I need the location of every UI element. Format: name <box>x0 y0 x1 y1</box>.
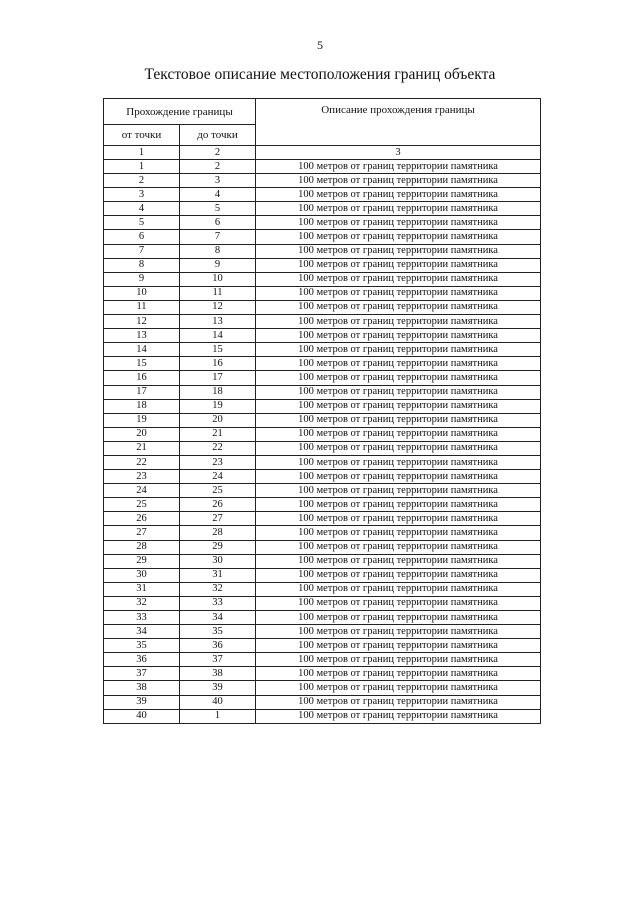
to-point-cell: 13 <box>180 315 256 329</box>
description-cell: 100 метров от границ территории памятника <box>256 427 541 441</box>
table-row <box>104 174 541 188</box>
description-cell: 100 метров от границ территории памятника <box>256 343 541 357</box>
description-cell: 100 метров от границ территории памятника <box>256 329 541 343</box>
from-point-cell: 27 <box>104 526 180 540</box>
description-cell: 100 метров от границ территории памятника <box>256 498 541 512</box>
table-row <box>104 596 541 610</box>
to-point-cell: 1 <box>180 709 256 723</box>
to-point-cell: 35 <box>180 625 256 639</box>
from-point-cell: 3 <box>104 188 180 202</box>
to-point-cell: 39 <box>180 681 256 695</box>
from-point-cell: 16 <box>104 371 180 385</box>
to-point-cell: 27 <box>180 512 256 526</box>
from-point-cell: 1 <box>104 160 180 174</box>
to-point-cell: 4 <box>180 188 256 202</box>
header-to-point: до точки <box>180 125 256 146</box>
from-point-cell: 13 <box>104 329 180 343</box>
description-cell: 100 метров от границ территории памятника <box>256 244 541 258</box>
to-point-cell: 12 <box>180 300 256 314</box>
to-point-cell: 22 <box>180 441 256 455</box>
description-cell: 100 метров от границ территории памятника <box>256 300 541 314</box>
description-cell: 100 метров от границ территории памятника <box>256 385 541 399</box>
description-cell: 100 метров от границ территории памятника <box>256 258 541 272</box>
table-row <box>104 188 541 202</box>
description-cell: 100 метров от границ территории памятника <box>256 540 541 554</box>
to-point-cell: 29 <box>180 540 256 554</box>
table-row <box>104 667 541 681</box>
to-point-cell: 25 <box>180 484 256 498</box>
table-row <box>104 568 541 582</box>
from-point-cell: 4 <box>104 202 180 216</box>
to-point-cell: 10 <box>180 272 256 286</box>
from-point-cell: 31 <box>104 582 180 596</box>
table-row <box>104 300 541 314</box>
description-cell: 100 метров от границ территории памятника <box>256 413 541 427</box>
to-point-cell: 9 <box>180 258 256 272</box>
description-cell: 100 метров от границ территории памятника <box>256 526 541 540</box>
description-cell: 100 метров от границ территории памятника <box>256 596 541 610</box>
to-point-cell: 19 <box>180 399 256 413</box>
to-point-cell: 6 <box>180 216 256 230</box>
table-row <box>104 399 541 413</box>
table-row <box>104 498 541 512</box>
header-boundary-description: Описание прохождения границы <box>256 99 541 146</box>
table-row <box>104 526 541 540</box>
description-cell: 100 метров от границ территории памятника <box>256 554 541 568</box>
from-point-cell: 12 <box>104 315 180 329</box>
from-point-cell: 19 <box>104 413 180 427</box>
description-cell: 100 метров от границ территории памятника <box>256 202 541 216</box>
description-cell: 100 метров от границ территории памятника <box>256 371 541 385</box>
to-point-cell: 3 <box>180 174 256 188</box>
description-cell: 100 метров от границ территории памятника <box>256 611 541 625</box>
from-point-cell: 38 <box>104 681 180 695</box>
to-point-cell: 36 <box>180 639 256 653</box>
from-point-cell: 40 <box>104 709 180 723</box>
to-point-cell: 7 <box>180 230 256 244</box>
table-row <box>104 258 541 272</box>
table-body <box>104 160 541 724</box>
description-cell: 100 метров от границ территории памятника <box>256 639 541 653</box>
to-point-cell: 34 <box>180 611 256 625</box>
to-point-cell: 20 <box>180 413 256 427</box>
table-row <box>104 455 541 469</box>
to-point-cell: 40 <box>180 695 256 709</box>
to-point-cell: 21 <box>180 427 256 441</box>
table-row <box>104 484 541 498</box>
description-cell: 100 метров от границ территории памятника <box>256 399 541 413</box>
to-point-cell: 24 <box>180 470 256 484</box>
description-cell: 100 метров от границ территории памятника <box>256 709 541 723</box>
from-point-cell: 23 <box>104 470 180 484</box>
description-cell: 100 метров от границ территории памятника <box>256 568 541 582</box>
table-row <box>104 371 541 385</box>
to-point-cell: 2 <box>180 160 256 174</box>
from-point-cell: 21 <box>104 441 180 455</box>
description-cell: 100 метров от границ территории памятника <box>256 667 541 681</box>
to-point-cell: 33 <box>180 596 256 610</box>
from-point-cell: 9 <box>104 272 180 286</box>
to-point-cell: 30 <box>180 554 256 568</box>
to-point-cell: 23 <box>180 455 256 469</box>
description-cell: 100 метров от границ территории памятника <box>256 174 541 188</box>
description-cell: 100 метров от границ территории памятника <box>256 512 541 526</box>
to-point-cell: 17 <box>180 371 256 385</box>
table-row <box>104 329 541 343</box>
table-row <box>104 413 541 427</box>
table-row <box>104 202 541 216</box>
from-point-cell: 2 <box>104 174 180 188</box>
description-cell: 100 метров от границ территории памятника <box>256 441 541 455</box>
table-row <box>104 512 541 526</box>
description-cell: 100 метров от границ территории памятника <box>256 484 541 498</box>
table-row <box>104 582 541 596</box>
description-cell: 100 метров от границ территории памятника <box>256 216 541 230</box>
table-row <box>104 315 541 329</box>
to-point-cell: 5 <box>180 202 256 216</box>
from-point-cell: 6 <box>104 230 180 244</box>
column-index-from: 1 <box>104 146 180 160</box>
to-point-cell: 15 <box>180 343 256 357</box>
from-point-cell: 26 <box>104 512 180 526</box>
description-cell: 100 метров от границ территории памятника <box>256 160 541 174</box>
page-number: 5 <box>317 38 323 52</box>
description-cell: 100 метров от границ территории памятника <box>256 230 541 244</box>
description-cell: 100 метров от границ территории памятника <box>256 582 541 596</box>
column-index-description: 3 <box>256 146 541 160</box>
to-point-cell: 8 <box>180 244 256 258</box>
table-row <box>104 244 541 258</box>
table-row <box>104 470 541 484</box>
from-point-cell: 33 <box>104 611 180 625</box>
table-row <box>104 230 541 244</box>
from-point-cell: 5 <box>104 216 180 230</box>
from-point-cell: 11 <box>104 300 180 314</box>
from-point-cell: 15 <box>104 357 180 371</box>
to-point-cell: 37 <box>180 653 256 667</box>
from-point-cell: 7 <box>104 244 180 258</box>
table-row <box>104 160 541 174</box>
description-cell: 100 метров от границ территории памятника <box>256 272 541 286</box>
description-cell: 100 метров от границ территории памятника <box>256 315 541 329</box>
from-point-cell: 28 <box>104 540 180 554</box>
from-point-cell: 39 <box>104 695 180 709</box>
from-point-cell: 24 <box>104 484 180 498</box>
from-point-cell: 37 <box>104 667 180 681</box>
table-row <box>104 681 541 695</box>
description-cell: 100 метров от границ территории памятника <box>256 188 541 202</box>
table-row <box>104 695 541 709</box>
table-row <box>104 709 541 723</box>
description-cell: 100 метров от границ территории памятника <box>256 286 541 300</box>
from-point-cell: 10 <box>104 286 180 300</box>
to-point-cell: 26 <box>180 498 256 512</box>
from-point-cell: 17 <box>104 385 180 399</box>
description-cell: 100 метров от границ территории памятника <box>256 470 541 484</box>
table-row <box>104 639 541 653</box>
from-point-cell: 22 <box>104 455 180 469</box>
table-row <box>104 540 541 554</box>
header-from-point: от точки <box>104 125 180 146</box>
from-point-cell: 34 <box>104 625 180 639</box>
table-row <box>104 385 541 399</box>
to-point-cell: 32 <box>180 582 256 596</box>
table-row <box>104 625 541 639</box>
table-row <box>104 427 541 441</box>
to-point-cell: 38 <box>180 667 256 681</box>
to-point-cell: 31 <box>180 568 256 582</box>
table-row <box>104 441 541 455</box>
description-cell: 100 метров от границ территории памятника <box>256 695 541 709</box>
table-row <box>104 653 541 667</box>
description-cell: 100 метров от границ территории памятника <box>256 681 541 695</box>
from-point-cell: 8 <box>104 258 180 272</box>
from-point-cell: 18 <box>104 399 180 413</box>
from-point-cell: 29 <box>104 554 180 568</box>
to-point-cell: 16 <box>180 357 256 371</box>
table-row <box>104 357 541 371</box>
table-row <box>104 272 541 286</box>
from-point-cell: 36 <box>104 653 180 667</box>
table-row <box>104 611 541 625</box>
to-point-cell: 14 <box>180 329 256 343</box>
from-point-cell: 32 <box>104 596 180 610</box>
page-title: Текстовое описание местоположения границ объекта <box>144 66 496 83</box>
table-row <box>104 343 541 357</box>
to-point-cell: 18 <box>180 385 256 399</box>
boundary-table <box>103 98 541 724</box>
table-row <box>104 286 541 300</box>
from-point-cell: 30 <box>104 568 180 582</box>
from-point-cell: 14 <box>104 343 180 357</box>
to-point-cell: 28 <box>180 526 256 540</box>
description-cell: 100 метров от границ территории памятника <box>256 455 541 469</box>
from-point-cell: 20 <box>104 427 180 441</box>
description-cell: 100 метров от границ территории памятника <box>256 625 541 639</box>
header-boundary-passage: Прохождение границы <box>104 99 256 125</box>
from-point-cell: 35 <box>104 639 180 653</box>
from-point-cell: 25 <box>104 498 180 512</box>
description-cell: 100 метров от границ территории памятника <box>256 357 541 371</box>
table-row <box>104 216 541 230</box>
description-cell: 100 метров от границ территории памятника <box>256 653 541 667</box>
to-point-cell: 11 <box>180 286 256 300</box>
table-row <box>104 554 541 568</box>
column-index-to: 2 <box>180 146 256 160</box>
